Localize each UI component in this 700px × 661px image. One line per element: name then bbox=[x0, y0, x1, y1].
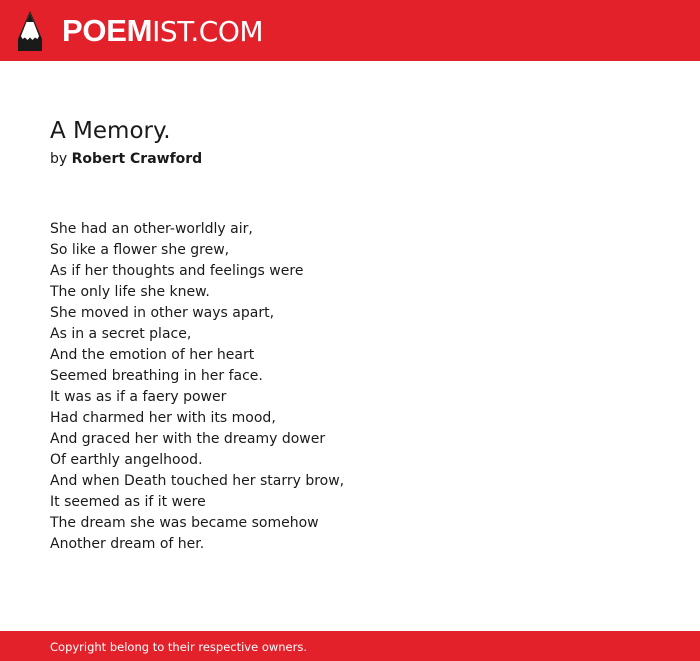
site-logo[interactable] bbox=[62, 12, 263, 50]
poem-line: Seemed breathing in her face. bbox=[50, 368, 263, 384]
site-footer bbox=[0, 631, 700, 661]
poem-line: And when Death touched her starry brow, bbox=[50, 473, 345, 489]
poem-line: Another dream of her. bbox=[50, 536, 205, 552]
poem-byline bbox=[50, 149, 202, 169]
poem-line: The only life she knew. bbox=[50, 284, 210, 300]
poem-body bbox=[50, 219, 344, 555]
poem-line: She moved in other ways apart, bbox=[50, 305, 275, 321]
poem-line: She had an other-worldly air, bbox=[50, 221, 253, 237]
logo-text-bold: POEM bbox=[62, 13, 153, 48]
poem-title: A Memory. bbox=[50, 118, 171, 144]
copyright-notice: Copyright belong to their respective owners. bbox=[50, 640, 308, 654]
poem-line: It seemed as if it were bbox=[50, 494, 206, 510]
poem-line: It was as if a faery power bbox=[50, 389, 227, 405]
poem-line: Of earthly angelhood. bbox=[50, 452, 203, 468]
author-name: Robert Crawford bbox=[71, 151, 203, 167]
poem-line: The dream she was became somehow bbox=[50, 515, 319, 531]
poem-line: As in a secret place, bbox=[50, 326, 192, 342]
by-label: by bbox=[50, 151, 68, 167]
pencil-tip-icon bbox=[17, 10, 43, 52]
poem-line: Had charmed her with its mood, bbox=[50, 410, 276, 426]
poem-line: So like a flower she grew, bbox=[50, 242, 230, 258]
poem-line: And graced her with the dreamy dower bbox=[50, 431, 326, 447]
site-header bbox=[0, 0, 700, 61]
poem-line: As if her thoughts and feelings were bbox=[50, 263, 304, 279]
logo-text-light: IST.COM bbox=[152, 15, 264, 48]
poem-line: And the emotion of her heart bbox=[50, 347, 255, 363]
